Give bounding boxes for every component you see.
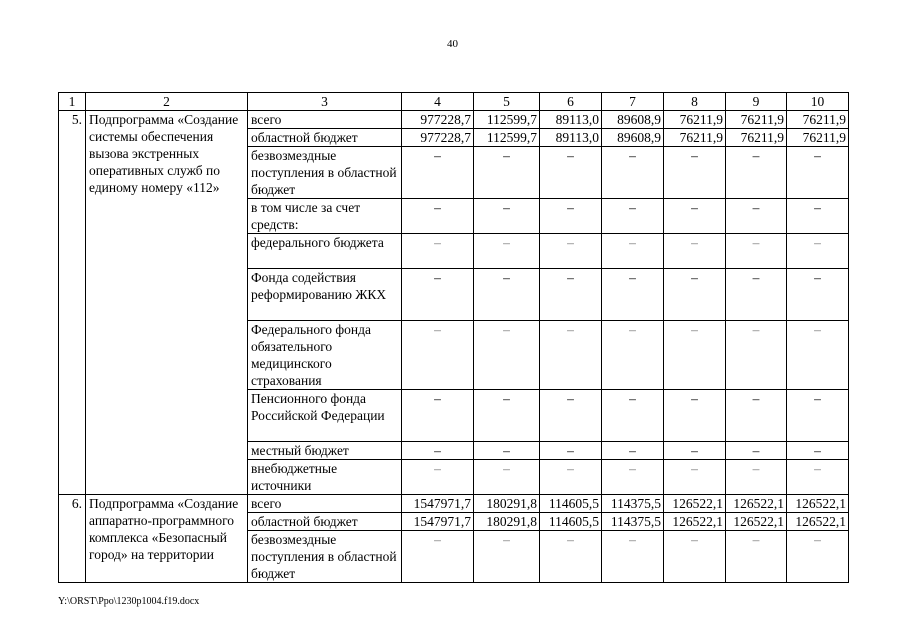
value-cell: – bbox=[602, 390, 664, 442]
value-cell: – bbox=[664, 531, 726, 583]
value-cell: 114605,5 bbox=[540, 513, 602, 531]
value-cell: 977228,7 bbox=[402, 111, 474, 129]
value-cell: – bbox=[664, 199, 726, 234]
value-cell: 180291,8 bbox=[474, 513, 540, 531]
value-cell: – bbox=[474, 321, 540, 390]
value-cell: – bbox=[402, 390, 474, 442]
funding-source: Пенсионного фонда Российской Федерации bbox=[248, 390, 402, 442]
program-name: Подпрограмма «Создание системы обеспечения вызова экстренных оперативных служб по единому номеру «112» bbox=[86, 111, 248, 495]
value-cell: – bbox=[787, 321, 849, 390]
financing-table bbox=[58, 92, 849, 583]
value-cell: – bbox=[402, 147, 474, 199]
value-cell: – bbox=[474, 460, 540, 495]
funding-source: областной бюджет bbox=[248, 513, 402, 531]
value-cell: 977228,7 bbox=[402, 129, 474, 147]
funding-source: в том числе за счет средств: bbox=[248, 199, 402, 234]
value-cell: 1547971,7 bbox=[402, 495, 474, 513]
value-cell: – bbox=[726, 234, 787, 269]
value-cell: 126522,1 bbox=[787, 495, 849, 513]
table-row bbox=[59, 495, 849, 513]
row-number: 5. bbox=[59, 111, 86, 495]
value-cell: – bbox=[540, 199, 602, 234]
value-cell: – bbox=[664, 390, 726, 442]
value-cell: 180291,8 bbox=[474, 495, 540, 513]
table-row bbox=[59, 111, 849, 129]
value-cell: 89113,0 bbox=[540, 111, 602, 129]
value-cell: 1547971,7 bbox=[402, 513, 474, 531]
value-cell: – bbox=[474, 531, 540, 583]
value-cell: – bbox=[540, 390, 602, 442]
value-cell: 126522,1 bbox=[787, 513, 849, 531]
value-cell: – bbox=[402, 531, 474, 583]
value-cell: 76211,9 bbox=[726, 129, 787, 147]
funding-source: внебюджетные источники bbox=[248, 460, 402, 495]
value-cell: – bbox=[602, 147, 664, 199]
value-cell: – bbox=[540, 442, 602, 460]
value-cell: 76211,9 bbox=[787, 129, 849, 147]
value-cell: – bbox=[602, 321, 664, 390]
value-cell: – bbox=[664, 460, 726, 495]
value-cell: – bbox=[787, 147, 849, 199]
funding-source: федерального бюджета bbox=[248, 234, 402, 269]
header-cell: 9 bbox=[726, 93, 787, 111]
value-cell: 114375,5 bbox=[602, 495, 664, 513]
funding-source: местный бюджет bbox=[248, 442, 402, 460]
value-cell: – bbox=[602, 460, 664, 495]
header-cell: 1 bbox=[59, 93, 86, 111]
header-cell: 2 bbox=[86, 93, 248, 111]
value-cell: – bbox=[664, 147, 726, 199]
value-cell: – bbox=[787, 390, 849, 442]
value-cell: – bbox=[540, 321, 602, 390]
value-cell: 89608,9 bbox=[602, 111, 664, 129]
value-cell: 76211,9 bbox=[664, 129, 726, 147]
header-cell: 4 bbox=[402, 93, 474, 111]
value-cell: 114605,5 bbox=[540, 495, 602, 513]
value-cell: – bbox=[726, 269, 787, 321]
value-cell: – bbox=[787, 442, 849, 460]
value-cell: – bbox=[402, 234, 474, 269]
value-cell: – bbox=[540, 460, 602, 495]
value-cell: – bbox=[726, 442, 787, 460]
value-cell: 126522,1 bbox=[726, 513, 787, 531]
value-cell: – bbox=[787, 234, 849, 269]
funding-source: Федерального фонда обязательного медицинского страхования bbox=[248, 321, 402, 390]
funding-source: безвозмездные поступления в областной бюджет bbox=[248, 147, 402, 199]
value-cell: 126522,1 bbox=[664, 513, 726, 531]
value-cell: 114375,5 bbox=[602, 513, 664, 531]
value-cell: – bbox=[474, 442, 540, 460]
value-cell: – bbox=[726, 147, 787, 199]
value-cell: 76211,9 bbox=[726, 111, 787, 129]
value-cell: – bbox=[664, 269, 726, 321]
value-cell: – bbox=[664, 442, 726, 460]
value-cell: – bbox=[402, 460, 474, 495]
value-cell: – bbox=[474, 390, 540, 442]
funding-source: областной бюджет bbox=[248, 129, 402, 147]
value-cell: – bbox=[602, 269, 664, 321]
row-number: 6. bbox=[59, 495, 86, 583]
value-cell: – bbox=[602, 234, 664, 269]
value-cell: – bbox=[726, 390, 787, 442]
header-cell: 7 bbox=[602, 93, 664, 111]
funding-source: всего bbox=[248, 111, 402, 129]
value-cell: – bbox=[787, 531, 849, 583]
header-cell: 10 bbox=[787, 93, 849, 111]
value-cell: – bbox=[726, 199, 787, 234]
value-cell: – bbox=[540, 269, 602, 321]
value-cell: 112599,7 bbox=[474, 129, 540, 147]
value-cell: – bbox=[540, 531, 602, 583]
value-cell: – bbox=[726, 531, 787, 583]
value-cell: – bbox=[474, 269, 540, 321]
value-cell: – bbox=[474, 234, 540, 269]
header-cell: 5 bbox=[474, 93, 540, 111]
value-cell: 126522,1 bbox=[726, 495, 787, 513]
value-cell: – bbox=[402, 199, 474, 234]
header-cell: 3 bbox=[248, 93, 402, 111]
value-cell: – bbox=[787, 269, 849, 321]
value-cell: – bbox=[402, 442, 474, 460]
value-cell: – bbox=[474, 147, 540, 199]
value-cell: – bbox=[402, 269, 474, 321]
value-cell: 89113,0 bbox=[540, 129, 602, 147]
funding-source: всего bbox=[248, 495, 402, 513]
value-cell: – bbox=[540, 234, 602, 269]
header-cell: 6 bbox=[540, 93, 602, 111]
value-cell: 89608,9 bbox=[602, 129, 664, 147]
header-cell: 8 bbox=[664, 93, 726, 111]
file-path-footer: Y:\ORST\Ppo\1230p1004.f19.docx bbox=[58, 596, 200, 607]
value-cell: – bbox=[787, 199, 849, 234]
funding-source: Фонда содействия реформированию ЖКХ bbox=[248, 269, 402, 321]
value-cell: 126522,1 bbox=[664, 495, 726, 513]
value-cell: – bbox=[664, 321, 726, 390]
value-cell: – bbox=[664, 234, 726, 269]
value-cell: – bbox=[602, 199, 664, 234]
program-name: Подпрограмма «Создание аппаратно-программного комплекса «Безопасный город» на территории bbox=[86, 495, 248, 583]
value-cell: – bbox=[402, 321, 474, 390]
page-number: 40 bbox=[447, 38, 458, 50]
value-cell: – bbox=[474, 199, 540, 234]
value-cell: 112599,7 bbox=[474, 111, 540, 129]
value-cell: – bbox=[726, 460, 787, 495]
value-cell: – bbox=[787, 460, 849, 495]
funding-source: безвозмездные поступления в областной бюджет bbox=[248, 531, 402, 583]
value-cell: – bbox=[540, 147, 602, 199]
value-cell: 76211,9 bbox=[787, 111, 849, 129]
header-row bbox=[59, 93, 849, 111]
value-cell: – bbox=[602, 442, 664, 460]
value-cell: – bbox=[726, 321, 787, 390]
value-cell: – bbox=[602, 531, 664, 583]
value-cell: 76211,9 bbox=[664, 111, 726, 129]
